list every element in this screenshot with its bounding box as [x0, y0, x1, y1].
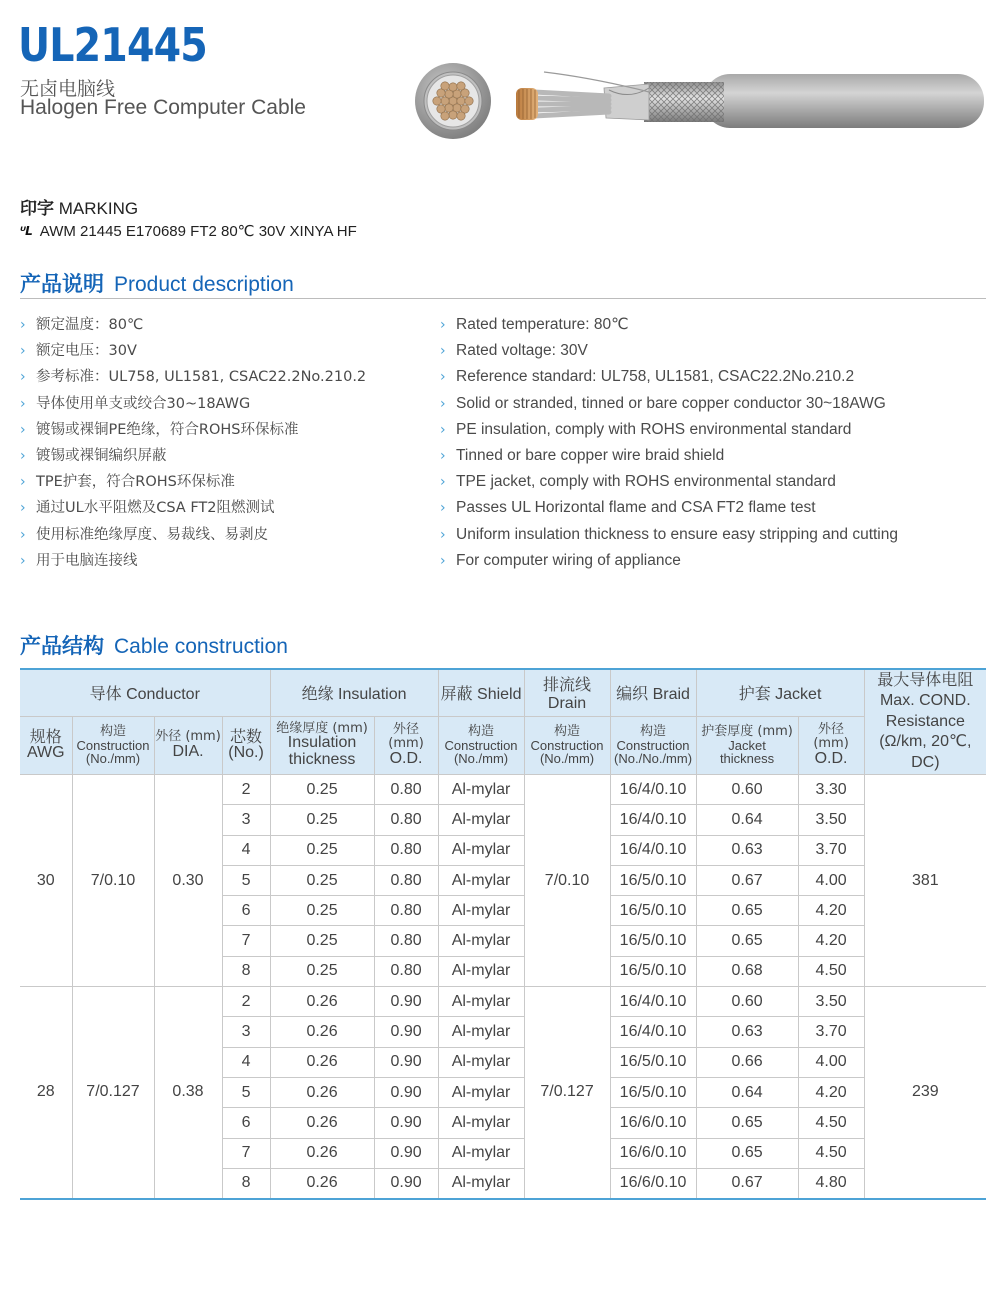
header-braid-en2: (No./No./mm): [614, 751, 693, 767]
header-shield-en2: (No./mm): [453, 751, 509, 767]
list-item: [440, 495, 898, 521]
cell-jacket-thickness: 0.67: [696, 1168, 798, 1198]
chevron-right-icon: ›: [440, 369, 446, 386]
ul-logo-icon: ᵁL: [20, 224, 32, 238]
section-divider: [20, 298, 986, 299]
cell-shield: Al-mylar: [438, 1138, 524, 1168]
list-item: [440, 338, 898, 364]
cell-jacket-od: 4.00: [798, 1047, 864, 1077]
cell-shield: Al-mylar: [438, 926, 524, 956]
cell-cores: 4: [222, 1047, 270, 1077]
header-insulation-thickness: [270, 716, 374, 774]
description-list-chinese: [20, 312, 366, 574]
cell-awg: 28: [20, 987, 72, 1199]
cell-cores: 6: [222, 1108, 270, 1138]
header-cores-cn: 芯数: [230, 726, 263, 746]
cell-conductor-dia: 0.38: [154, 987, 222, 1199]
cell-cores: 2: [222, 987, 270, 1017]
cell-insulation-od: 0.80: [374, 896, 438, 926]
cell-shield: Al-mylar: [438, 1077, 524, 1107]
list-item-text: TPE护套，符合ROHS环保标准: [36, 474, 235, 491]
marking-heading: [20, 194, 138, 219]
cell-cores: 8: [222, 1168, 270, 1198]
header-max-resistance-en2: Resistance: [885, 712, 965, 730]
list-item-text: For computer wiring of appliance: [456, 551, 681, 569]
cell-shield: Al-mylar: [438, 865, 524, 895]
cell-shield: Al-mylar: [438, 987, 524, 1017]
cell-insulation-od: 0.90: [374, 987, 438, 1017]
cell-insulation-thickness: 0.26: [270, 1108, 374, 1138]
chevron-right-icon: ›: [20, 474, 26, 491]
header-construction-en1: Construction: [76, 737, 150, 753]
header-drain-en2: (No./mm): [539, 751, 595, 767]
cell-braid: 16/6/0.10: [610, 1108, 696, 1138]
chevron-right-icon: ›: [440, 474, 446, 491]
cell-cores: 4: [222, 835, 270, 865]
cell-jacket-od: 3.50: [798, 805, 864, 835]
cell-insulation-od: 0.80: [374, 774, 438, 804]
cell-conductor-construction: 7/0.127: [72, 987, 154, 1199]
chevron-right-icon: ›: [20, 369, 26, 386]
cell-cores: 2: [222, 774, 270, 804]
header-awg: [20, 716, 72, 774]
header-shield-cn: 构造: [468, 724, 495, 739]
header-insulation: 绝缘 Insulation: [270, 669, 438, 716]
cell-shield: Al-mylar: [438, 1017, 524, 1047]
list-item-text: 导体使用单支或绞合30~18AWG: [36, 395, 251, 412]
list-item: [440, 548, 898, 574]
cell-insulation-od: 0.90: [374, 1108, 438, 1138]
chevron-right-icon: ›: [440, 447, 446, 464]
list-item: [20, 364, 366, 390]
header-max-resistance-en1: Max. COND.: [879, 691, 971, 709]
list-item-text: Solid or stranded, tinned or bare copper conductor 30~18AWG: [456, 394, 886, 412]
header-ins-od-en: O.D.: [389, 749, 423, 767]
header-jk-thk-cn: 护套厚度 (mm): [701, 724, 793, 739]
cell-insulation-thickness: 0.25: [270, 896, 374, 926]
cell-braid: 16/5/0.10: [610, 926, 696, 956]
cell-insulation-od: 0.90: [374, 1047, 438, 1077]
header-dia-cn: 外径 (mm): [155, 729, 221, 745]
list-item: [440, 443, 898, 469]
cell-jacket-thickness: 0.66: [696, 1047, 798, 1077]
chevron-right-icon: ›: [20, 343, 26, 360]
header-drain-en1: Construction: [530, 737, 604, 753]
header-shield-construction: [438, 716, 524, 774]
list-item-text: 镀锡或裸铜编织屏蔽: [36, 447, 167, 464]
cell-insulation-thickness: 0.25: [270, 956, 374, 986]
chevron-right-icon: ›: [440, 421, 446, 438]
list-item-text: 通过UL水平阻燃及CSA FT2阻燃测试: [36, 500, 275, 517]
product-description-heading-cn: 产品说明: [20, 272, 104, 296]
chevron-right-icon: ›: [20, 421, 26, 438]
cell-jacket-od: 4.50: [798, 956, 864, 986]
list-item-text: 参考标准：UL758, UL1581, CSAC22.2No.210.2: [36, 369, 367, 386]
list-item: [20, 391, 366, 417]
cell-braid: 16/5/0.10: [610, 1047, 696, 1077]
table-row: [20, 987, 986, 1017]
cell-jacket-od: 4.80: [798, 1168, 864, 1198]
subtitle-chinese: 无卤电脑线: [20, 78, 116, 100]
list-item-text: 镀锡或裸铜PE绝缘，符合ROHS环保标准: [36, 421, 299, 438]
header-dia-en: DIA.: [172, 742, 204, 760]
cell-shield: Al-mylar: [438, 805, 524, 835]
table-body: [20, 774, 986, 1198]
subtitle-english: Halogen Free Computer Cable: [20, 96, 306, 119]
list-item-text: TPE jacket, comply with ROHS environmental standard: [456, 473, 836, 491]
list-item: [440, 391, 898, 417]
cell-insulation-od: 0.90: [374, 1168, 438, 1198]
cell-cores: 7: [222, 1138, 270, 1168]
cell-jacket-od: 4.20: [798, 1077, 864, 1107]
cell-drain: 7/0.127: [524, 987, 610, 1199]
cell-cores: 5: [222, 1077, 270, 1107]
cell-jacket-od: 3.70: [798, 1017, 864, 1047]
cable-cross-section-image: [414, 62, 492, 140]
marking-text: AWM 21445 E170689 FT2 80℃ 30V XINYA HF: [39, 223, 357, 240]
chevron-right-icon: ›: [440, 552, 446, 569]
cell-cores: 6: [222, 896, 270, 926]
header-jacket-thickness: [696, 716, 798, 774]
cell-jacket-thickness: 0.60: [696, 987, 798, 1017]
cell-drain: 7/0.10: [524, 774, 610, 986]
cell-braid: 16/5/0.10: [610, 865, 696, 895]
header-drain-construction: [524, 716, 610, 774]
cell-braid: 16/5/0.10: [610, 1077, 696, 1107]
cell-jacket-thickness: 0.65: [696, 1108, 798, 1138]
cell-insulation-od: 0.90: [374, 1077, 438, 1107]
cell-shield: Al-mylar: [438, 1047, 524, 1077]
list-item-text: 用于电脑连接线: [36, 552, 138, 569]
chevron-right-icon: ›: [440, 317, 446, 333]
description-list-english: [440, 312, 898, 574]
list-item: [20, 312, 366, 338]
header-cores: [222, 716, 270, 774]
cell-cores: 8: [222, 956, 270, 986]
cell-jacket-thickness: 0.65: [696, 1138, 798, 1168]
cell-jacket-od: 3.30: [798, 774, 864, 804]
header-jk-thk-en1: Jacket: [728, 737, 766, 753]
cell-insulation-thickness: 0.26: [270, 1017, 374, 1047]
header-ins-thk-en1: Insulation: [287, 734, 357, 752]
cell-insulation-thickness: 0.26: [270, 1138, 374, 1168]
cell-jacket-thickness: 0.65: [696, 896, 798, 926]
list-item-text: Passes UL Horizontal flame and CSA FT2 flame test: [456, 499, 816, 517]
product-code-title: UL21445: [18, 18, 207, 72]
cell-insulation-od: 0.90: [374, 1017, 438, 1047]
cell-shield: Al-mylar: [438, 774, 524, 804]
cell-insulation-thickness: 0.25: [270, 835, 374, 865]
header-jk-od-cn: 外径 (mm): [813, 722, 849, 752]
cell-jacket-thickness: 0.63: [696, 1017, 798, 1047]
cell-insulation-od: 0.80: [374, 805, 438, 835]
chevron-right-icon: ›: [440, 395, 446, 412]
header-ins-thk-cn: 绝缘厚度 (mm): [276, 720, 368, 736]
cell-insulation-od: 0.80: [374, 926, 438, 956]
product-description-heading: [20, 268, 294, 298]
header-jk-thk-en2: thickness: [719, 751, 775, 767]
cell-jacket-thickness: 0.60: [696, 774, 798, 804]
header-cores-en: (No.): [228, 744, 264, 762]
cell-shield: Al-mylar: [438, 896, 524, 926]
cell-braid: 16/4/0.10: [610, 987, 696, 1017]
list-item: [20, 417, 366, 443]
list-item: [440, 364, 898, 390]
cell-jacket-od: 4.20: [798, 896, 864, 926]
cell-braid: 16/6/0.10: [610, 1168, 696, 1198]
cell-braid: 16/6/0.10: [610, 1138, 696, 1168]
chevron-right-icon: ›: [20, 395, 26, 412]
cell-jacket-od: 4.50: [798, 1108, 864, 1138]
header-braid-cn: 构造: [640, 724, 667, 739]
cell-braid: 16/4/0.10: [610, 1017, 696, 1047]
cell-braid: 16/4/0.10: [610, 774, 696, 804]
chevron-right-icon: ›: [20, 317, 26, 333]
marking-heading-cn: 印字: [20, 199, 54, 219]
cell-awg: 30: [20, 774, 72, 986]
header-max-resistance-cn: 最大导体电阻: [877, 670, 974, 689]
cell-shield: Al-mylar: [438, 956, 524, 986]
cell-insulation-thickness: 0.26: [270, 1168, 374, 1198]
cell-braid: 16/4/0.10: [610, 805, 696, 835]
cell-conductor-construction: 7/0.10: [72, 774, 154, 986]
cell-cores: 5: [222, 865, 270, 895]
cell-jacket-od: 4.20: [798, 926, 864, 956]
cell-jacket-thickness: 0.67: [696, 865, 798, 895]
cell-insulation-thickness: 0.26: [270, 1077, 374, 1107]
list-item-text: Tinned or bare copper wire braid shield: [456, 446, 725, 464]
list-item-text: 额定电压：30V: [36, 343, 137, 360]
marking-text-row: [20, 222, 357, 240]
cell-insulation-thickness: 0.25: [270, 805, 374, 835]
chevron-right-icon: ›: [20, 552, 26, 569]
cell-max-resistance: 239: [864, 987, 986, 1199]
header-construction: [72, 716, 154, 774]
list-item-text: 使用标准绝缘厚度、易裁线、易剥皮: [36, 526, 268, 543]
list-item-text: Rated voltage: 30V: [456, 342, 588, 360]
cell-jacket-od: 4.50: [798, 1138, 864, 1168]
list-item: [440, 312, 898, 338]
header-drain-cn: 构造: [554, 724, 581, 739]
cell-insulation-od: 0.80: [374, 835, 438, 865]
cell-jacket-thickness: 0.68: [696, 956, 798, 986]
list-item: [20, 495, 366, 521]
chevron-right-icon: ›: [20, 447, 26, 464]
cell-insulation-od: 0.90: [374, 1138, 438, 1168]
cell-shield: Al-mylar: [438, 835, 524, 865]
cell-jacket-thickness: 0.63: [696, 835, 798, 865]
header-jk-od-en: O.D.: [814, 749, 848, 767]
cell-max-resistance: 381: [864, 774, 986, 986]
header-dia: [154, 716, 222, 774]
cell-insulation-thickness: 0.26: [270, 987, 374, 1017]
header-construction-en2: (No./mm): [85, 751, 141, 767]
header-max-resistance: [864, 669, 986, 774]
cable-construction-table: [20, 668, 986, 1200]
header-braid-en1: Construction: [616, 737, 690, 753]
cell-jacket-thickness: 0.64: [696, 805, 798, 835]
cable-construction-heading-en: Cable construction: [114, 635, 288, 658]
list-item: [440, 522, 898, 548]
product-description-heading-en: Product description: [114, 273, 294, 296]
header-awg-cn: 规格: [29, 726, 62, 746]
cable-side-view-image: [514, 66, 988, 134]
header-shield: 屏蔽 Shield: [438, 669, 524, 716]
cell-jacket-od: 3.50: [798, 987, 864, 1017]
header-ins-od-cn: 外径 (mm): [388, 722, 424, 752]
marking-heading-en: MARKING: [58, 199, 139, 218]
table-row: [20, 774, 986, 804]
cable-construction-heading: [20, 630, 288, 660]
cell-jacket-od: 4.00: [798, 865, 864, 895]
header-conductor: 导体 Conductor: [20, 669, 270, 716]
chevron-right-icon: ›: [440, 526, 446, 543]
list-item: [20, 338, 366, 364]
cell-jacket-thickness: 0.64: [696, 1077, 798, 1107]
cable-construction-heading-cn: 产品结构: [20, 634, 104, 658]
list-item: [440, 417, 898, 443]
cell-insulation-thickness: 0.26: [270, 1047, 374, 1077]
cell-insulation-od: 0.80: [374, 865, 438, 895]
list-item: [20, 548, 366, 574]
list-item: [440, 469, 898, 495]
cell-braid: 16/5/0.10: [610, 956, 696, 986]
header-braid: 编织 Braid: [610, 669, 696, 716]
cell-shield: Al-mylar: [438, 1108, 524, 1138]
header-awg-en: AWG: [26, 744, 65, 762]
cell-cores: 3: [222, 1017, 270, 1047]
header-max-resistance-unit: (Ω/km, 20℃, DC): [879, 733, 972, 772]
list-item-text: Reference standard: UL758, UL1581, CSAC22.2No.210.2: [456, 368, 855, 386]
list-item-text: Rated temperature: 80℃: [456, 316, 629, 333]
header-drain: 排流线 Drain: [524, 669, 610, 716]
cell-insulation-od: 0.80: [374, 956, 438, 986]
cell-shield: Al-mylar: [438, 1168, 524, 1198]
cell-braid: 16/5/0.10: [610, 896, 696, 926]
list-item: [20, 443, 366, 469]
header-insulation-od: [374, 716, 438, 774]
cell-insulation-thickness: 0.25: [270, 926, 374, 956]
header-jacket-od: [798, 716, 864, 774]
header-braid-construction: [610, 716, 696, 774]
list-item: [20, 522, 366, 548]
list-item-text: 额定温度：80℃: [36, 317, 144, 333]
cell-jacket-thickness: 0.65: [696, 926, 798, 956]
chevron-right-icon: ›: [20, 500, 26, 517]
cell-cores: 7: [222, 926, 270, 956]
header-ins-thk-en2: thickness: [288, 751, 356, 769]
cell-braid: 16/4/0.10: [610, 835, 696, 865]
cell-conductor-dia: 0.30: [154, 774, 222, 986]
header-construction-cn: 构造: [99, 724, 126, 739]
cell-jacket-od: 3.70: [798, 835, 864, 865]
chevron-right-icon: ›: [20, 526, 26, 543]
header-jacket: 护套 Jacket: [696, 669, 864, 716]
cell-insulation-thickness: 0.25: [270, 774, 374, 804]
list-item-text: PE insulation, comply with ROHS environmental standard: [456, 420, 852, 438]
chevron-right-icon: ›: [440, 343, 446, 360]
cell-cores: 3: [222, 805, 270, 835]
list-item-text: Uniform insulation thickness to ensure easy stripping and cutting: [456, 525, 898, 543]
cell-insulation-thickness: 0.25: [270, 865, 374, 895]
list-item: [20, 469, 366, 495]
chevron-right-icon: ›: [440, 500, 446, 517]
header-shield-en1: Construction: [444, 737, 518, 753]
